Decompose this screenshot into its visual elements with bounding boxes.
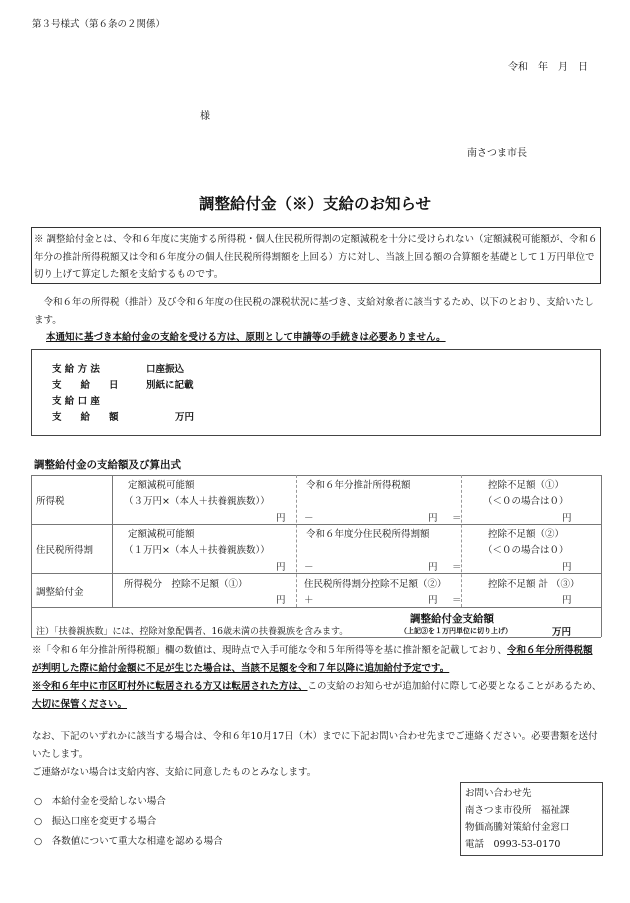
calc-row3-col1-title: 所得税分 控除不足額（①）: [124, 579, 248, 590]
payment-method-value: 口座振込: [146, 364, 185, 375]
calc-row1-col3-sub: （＜０の場合は０）: [483, 496, 569, 507]
calc-row3-op1: ＋: [304, 595, 314, 606]
inquiry-title: お問い合わせ先: [465, 788, 532, 799]
calc-row1-col1-sub: （３万円×（本人＋扶養親族数））: [124, 496, 270, 507]
inquiry-desk: 物価高騰対策給付金窓口: [465, 822, 570, 833]
calc-row2-yen1: 円: [276, 562, 286, 573]
total-unit: 万円: [552, 627, 572, 638]
form-number: 第３号様式（第６条の２関係）: [32, 19, 166, 30]
calc-row3-label: 調整給付金: [36, 587, 84, 598]
payment-date-label: 支 給 日: [52, 380, 119, 391]
option-discrepancy: ○ 各数値について重大な相違を認める場合: [34, 836, 223, 847]
calc-row1-yen2: 円: [428, 513, 438, 524]
calc-row3-yen2: 円: [428, 595, 438, 606]
calc-row2-yen3: 円: [562, 562, 572, 573]
note1-bold: 令和６年分所得税額が判明した際に給付金額に不足が生じた場合は、当該不足額を令和７年以降に追加給付予定です。: [32, 645, 593, 674]
payment-amount-unit: 万円: [175, 412, 195, 423]
inquiry-office: 南さつま市役所 福祉課: [465, 805, 570, 816]
payment-method-label: 支 給 方 法: [52, 364, 100, 375]
calc-row2-op2: ＝: [452, 562, 462, 573]
inquiry-phone: 電話 0993-53-0170: [465, 839, 561, 850]
option-change-account: ○ 振込口座を変更する場合: [34, 816, 157, 827]
calc-row3-col3-title: 控除不足額 計 （③）: [488, 579, 580, 590]
calc-row1-yen3: 円: [562, 513, 572, 524]
calc-row2-yen2: 円: [428, 562, 438, 573]
calc-row2-col1-title: 定額減税可能額: [128, 529, 195, 540]
contact-para1: なお、下記のいずれかに該当する場合は、令和６年10月17日（木）までに下記お問い合わせ先までご連絡ください。必要書類を送付いたします。: [32, 731, 598, 760]
calc-row1-yen1: 円: [276, 513, 286, 524]
payment-account-label: 支 給 口 座: [52, 396, 100, 407]
calc-row2-op1: －: [304, 562, 314, 573]
calc-row1-op2: ＝: [452, 513, 462, 524]
intro-underline: 本通知に基づき本給付金の支給を受ける方は、原則として申請等の手続きは必要ありません。: [46, 332, 446, 343]
calc-row1-col2-title: 令和６年分推計所得税額: [306, 480, 411, 491]
note1: [32, 642, 602, 677]
calc-row1-op1: －: [304, 513, 314, 524]
notice-text: ※ 調整給付金とは、令和６年度に実施する所得税・個人住民税所得割の定額減税を十分に受けられない（定額減税可能額が、令和６年分の推計所得税額又は令和６年度分の個人住民税所得割額を上回る）方に対し、当該上回る額の合算額を基礎として１万円単位で切り上げて算定した額を支給するものです。: [34, 234, 598, 280]
calc-row2-col3-title: 控除不足額（②）: [488, 529, 565, 540]
page-title: 調整給付金（※）支給のお知らせ: [198, 194, 432, 213]
issuer: 南さつま市長: [467, 148, 527, 159]
calc-row1-label: 所得税: [36, 496, 65, 507]
calc-row3-yen1: 円: [276, 595, 286, 606]
calc-row3-col2-title: 住民税所得割分控除不足額（②）: [304, 579, 447, 590]
payment-amount-label: 支 給 額: [52, 412, 119, 423]
contact-para2: ご連絡がない場合は支給内容、支給に同意したものとみなします。: [32, 767, 317, 778]
calc-row3-yen3: 円: [562, 595, 572, 606]
addressee-suffix: 様: [200, 111, 210, 122]
calc-row1-col3-title: 控除不足額（①）: [488, 480, 565, 491]
calc-row2-col1-sub: （１万円×（本人＋扶養親族数））: [124, 545, 270, 556]
calc-row3-op2: ＝: [452, 595, 462, 606]
calc-row2-label: 住民税所得割: [36, 545, 94, 556]
note2-end: 大切に保管ください。: [32, 698, 128, 710]
calc-row2-col3-sub: （＜０の場合は０）: [483, 545, 569, 556]
option-decline: ○ 本給付金を受給しない場合: [34, 796, 166, 807]
total-sub: （上記③を１万円単位に切り上げ）: [400, 626, 512, 635]
date-line: 令和 年 月 日: [508, 62, 588, 73]
total-label: 調整給付金支給額: [410, 613, 494, 625]
intro-text: 令和６年の所得税（推計）及び令和６年度の住民税の課税状況に基づき、支給対象者に該当するため、以下のとおり、支給いたします。: [34, 297, 594, 326]
note2-mid: この支給のお知らせが追加給付に際して必要となることがあるため、: [307, 681, 602, 692]
calc-row2-col2-title: 令和６年度分住民税所得割額: [306, 529, 430, 540]
payment-date-value: 別紙に記載: [146, 380, 194, 391]
note2-bold: ※令和６年中に市区町村外に転居される方又は転居された方は、: [32, 681, 308, 692]
calc-row1-col1-title: 定額減税可能額: [128, 480, 195, 491]
calc-footer-note: 注）「扶養親族数」には、控除対象配偶者、16歳未満の扶養親族を含みます。: [36, 627, 349, 637]
note2: [32, 678, 602, 713]
calc-heading: 調整給付金の支給額及び算出式: [34, 459, 181, 471]
note1-text: ※「令和６年分推計所得税額」欄の数値は、現時点で入手可能な令和５年所得等を基に推計額を記載しており、: [32, 645, 508, 656]
